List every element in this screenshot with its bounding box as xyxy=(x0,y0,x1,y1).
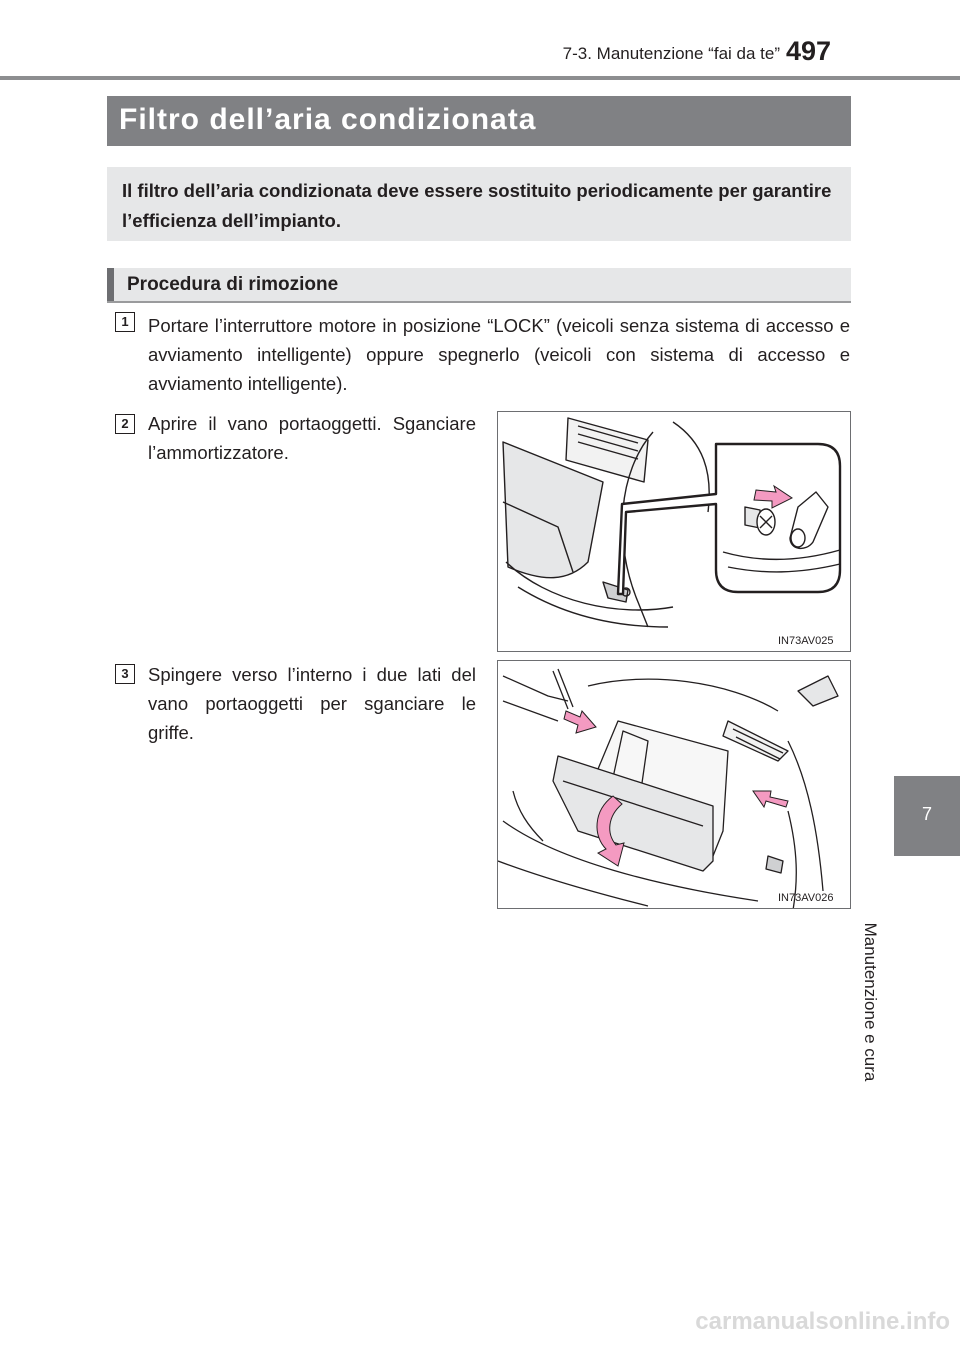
glovebox-removal-illustration xyxy=(498,661,851,909)
glovebox-damper-illustration xyxy=(498,412,851,652)
step-text-1: Portare l’interruttore motore in posizione “LOCK” (veicoli senza sistema di accesso e avviamento intelligente) oppure spegnerlo (veicoli con sistema di accesso e avviamento intelligente). xyxy=(148,315,850,394)
figure-glovebox-damper xyxy=(497,411,851,652)
chapter-label: Manutenzione e cura xyxy=(861,922,880,1082)
header-rule xyxy=(0,76,960,80)
step-number-3: 3 xyxy=(115,664,135,684)
step-number-1: 1 xyxy=(115,312,135,332)
chapter-number: 7 xyxy=(921,804,932,824)
subheading-marker xyxy=(107,268,114,301)
intro-text: Il filtro dell’aria condizionata deve essere sostituito periodicamente per garantire l’efficienza dell’impianto. xyxy=(122,180,832,231)
subheading: Procedura di rimozione xyxy=(127,274,339,295)
intro-box xyxy=(107,167,851,241)
step-text-2: Aprire il vano portaoggetti. Sganciare l’ammortizzatore. xyxy=(148,413,476,463)
watermark: carmanualsonline.info xyxy=(695,1308,950,1335)
page-title: Filtro dell’aria condizionata xyxy=(119,103,537,136)
subheading-band xyxy=(107,268,851,303)
push-arrow-left xyxy=(564,711,596,733)
figure-code: IN73AV026 xyxy=(778,892,834,904)
step-text-3: Spingere verso l’interno i due lati del vano portaoggetti per sganciare le griffe. xyxy=(148,664,476,743)
figure-glovebox-removal xyxy=(497,660,851,909)
page-number: 497 xyxy=(786,36,832,66)
page-title-band xyxy=(107,96,851,146)
figure-code: IN73AV025 xyxy=(778,635,834,647)
chapter-tab xyxy=(894,776,960,856)
step-number-2: 2 xyxy=(115,414,135,434)
push-arrow-right xyxy=(753,791,788,807)
header-section-title: 7-3. Manutenzione “fai da te” xyxy=(562,44,780,63)
